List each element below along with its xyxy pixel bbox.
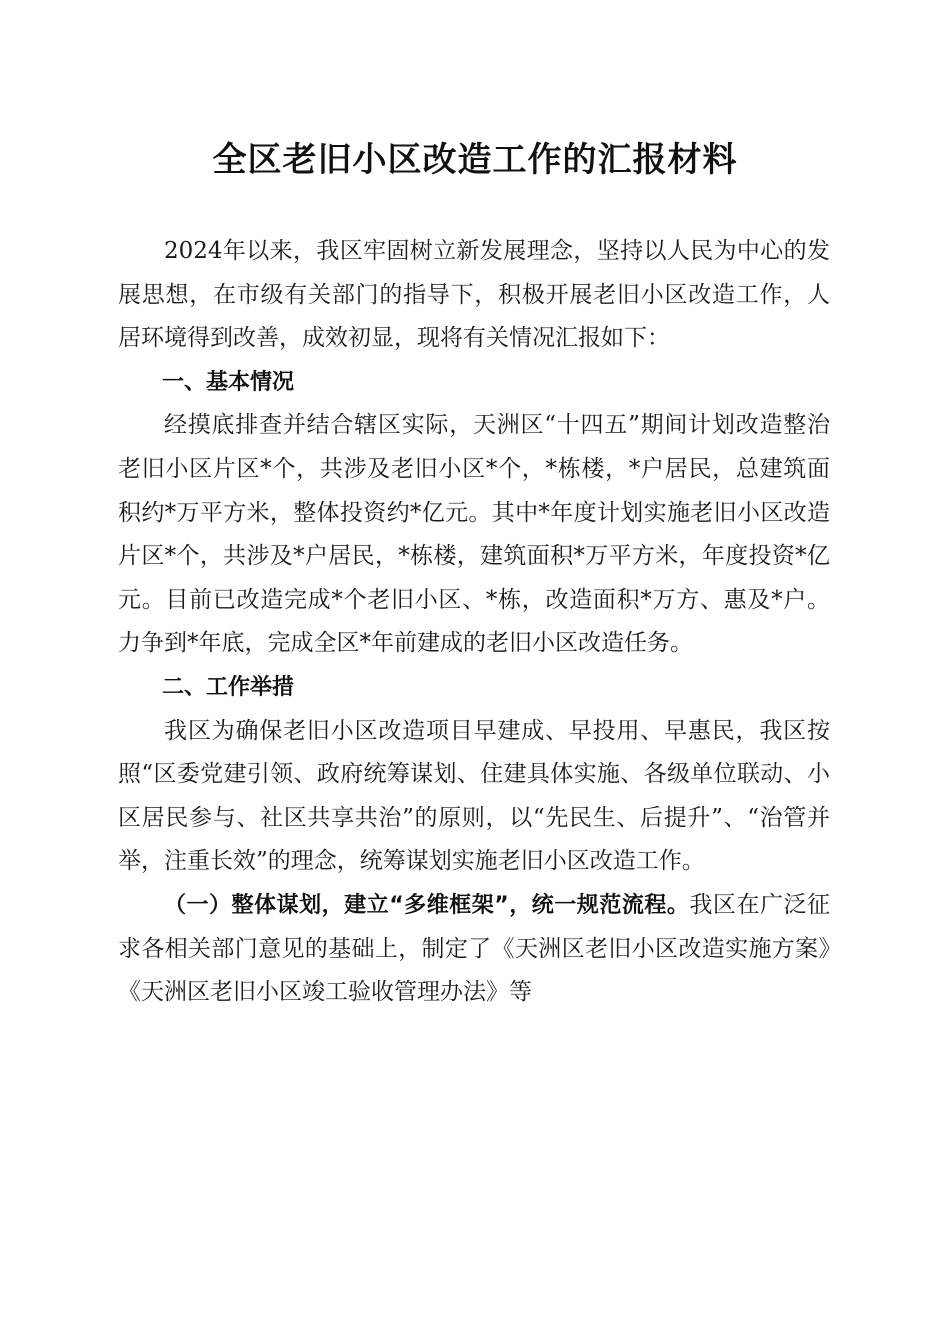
subsection-lead: （一）整体谋划，建立“多维框架”，统一规范流程。 (164, 892, 690, 918)
section-heading-basic-situation: 一、基本情况 (162, 369, 295, 395)
subsection-paragraph (118, 884, 830, 1015)
subsection-text: 我区在广泛征求各相关部门意见的基础上，制定了《天洲区老旧小区改造实施方案》《天洲区老旧小区竣工验收管理办法》等 (118, 891, 831, 1006)
document-body (118, 230, 830, 1015)
basic-situation-paragraph: 经摸底排查并结合辖区实际，天洲区“十四五”期间计划改造整治老旧小区片区*个，共涉及老旧小区*个，*栋楼，*户居民，总建筑面积约*万平方米，整体投资约*亿元。其中*年度计划实施老旧小区改造片区*个，共涉及*户居民，*栋楼，建筑面积*万平方米，年度投资*亿元。目前已改造完成*个老旧小区、*栋，改造面积*万方、惠及*户。力争到*年底，完成全区*年前建成的老旧小区改造任务。 (118, 412, 830, 657)
work-measures-paragraph: 我区为确保老旧小区改造项目早建成、早投用、早惠民，我区按照“区委党建引领、政府统筹谋划、住建具体实施、各级单位联动、小区居民参与、社区共享共治”的原则，以“先民生、后提升”、“治管并举，注重长效”的理念，统筹谋划实施老旧小区改造工作。 (118, 717, 830, 875)
section-heading-work-measures: 二、工作举措 (162, 674, 295, 700)
intro-paragraph: 2024年以来，我区牢固树立新发展理念，坚持以人民为中心的发展思想，在市级有关部门的指导下，积极开展老旧小区改造工作，人居环境得到改善，成效初显，现将有关情况汇报如下： (118, 238, 830, 352)
document-title: 全区老旧小区改造工作的汇报材料 (212, 140, 738, 180)
